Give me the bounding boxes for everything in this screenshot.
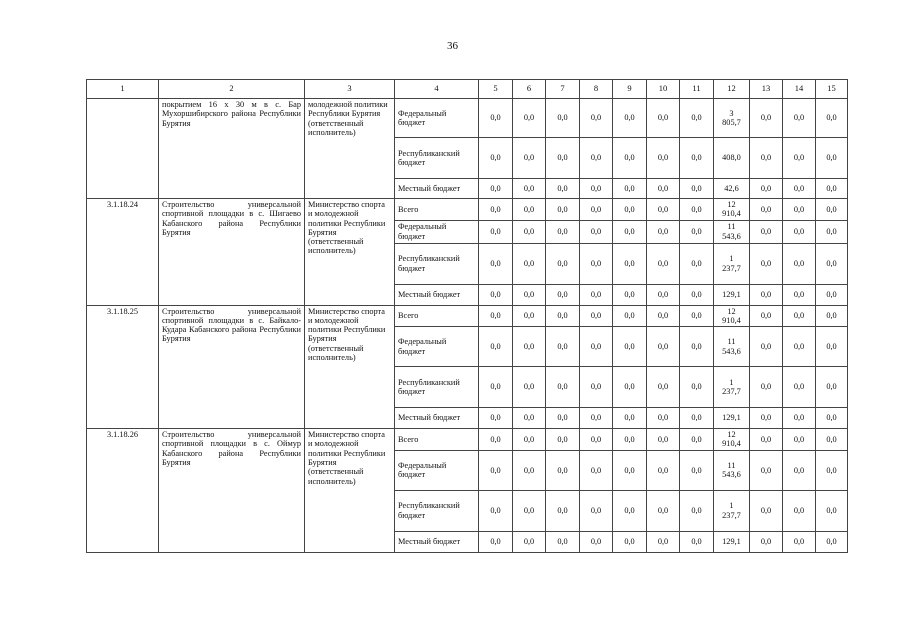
- value-cell: 0,0: [680, 284, 714, 305]
- value-cell: 0,0: [783, 490, 816, 531]
- value-cell: 0,0: [783, 179, 816, 199]
- value-cell: 0,0: [580, 243, 613, 284]
- value-cell: 0,0: [750, 408, 783, 429]
- value-cell: 408,0: [714, 138, 750, 179]
- value-cell: 0,0: [647, 199, 680, 221]
- value-cell: 0,0: [680, 450, 714, 490]
- value-cell: 0,0: [580, 327, 613, 367]
- value-cell: 0,0: [479, 284, 513, 305]
- value-cell: 0,0: [546, 429, 580, 451]
- column-header: 13: [750, 80, 783, 99]
- value-cell: 0,0: [816, 367, 848, 408]
- value-cell: 0,0: [479, 179, 513, 199]
- value-cell: 0,0: [680, 531, 714, 552]
- value-cell: 0,0: [750, 138, 783, 179]
- value-cell: 0,0: [816, 99, 848, 138]
- value-cell: 0,0: [647, 179, 680, 199]
- value-cell: 0,0: [479, 220, 513, 243]
- value-cell: 0,0: [816, 429, 848, 451]
- measure-name: покрытием 16 х 30 м в с. Бар Мухоршибирского района Республики Бурятия: [159, 99, 305, 199]
- value-cell: 0,0: [783, 367, 816, 408]
- value-cell: 12 910,4: [714, 199, 750, 221]
- value-cell: 0,0: [680, 429, 714, 451]
- value-cell: 0,0: [680, 199, 714, 221]
- value-cell: 0,0: [513, 408, 546, 429]
- value-cell: 0,0: [680, 305, 714, 327]
- value-cell: 0,0: [580, 305, 613, 327]
- value-cell: 0,0: [750, 243, 783, 284]
- page-number: 36: [447, 40, 458, 52]
- value-cell: 0,0: [816, 408, 848, 429]
- table-row: [87, 305, 848, 327]
- value-cell: 0,0: [647, 220, 680, 243]
- value-cell: 0,0: [647, 243, 680, 284]
- value-cell: 0,0: [680, 138, 714, 179]
- value-cell: 0,0: [647, 450, 680, 490]
- funding-source: Федеральный бюджет: [395, 450, 479, 490]
- value-cell: 0,0: [613, 367, 647, 408]
- value-cell: 0,0: [513, 429, 546, 451]
- funding-source: Республиканский бюджет: [395, 243, 479, 284]
- value-cell: 0,0: [783, 220, 816, 243]
- table-row: [87, 429, 848, 451]
- measure-executor: Министерство спорта и молодежной политики Республики Бурятия (ответственный исполнитель): [305, 199, 395, 306]
- value-cell: 0,0: [750, 327, 783, 367]
- measure-code: 3.1.18.24: [87, 199, 159, 306]
- column-header: 5: [479, 80, 513, 99]
- value-cell: 0,0: [580, 284, 613, 305]
- value-cell: 0,0: [816, 138, 848, 179]
- measure-name: Строительство универсальной спортивной площадки в с. Байкало-Кудара Кабанского района Республики Бурятия: [159, 305, 305, 429]
- value-cell: 11 543,6: [714, 327, 750, 367]
- value-cell: 0,0: [680, 327, 714, 367]
- value-cell: 0,0: [816, 531, 848, 552]
- value-cell: 0,0: [783, 199, 816, 221]
- value-cell: 0,0: [580, 450, 613, 490]
- value-cell: 0,0: [546, 138, 580, 179]
- value-cell: 0,0: [580, 199, 613, 221]
- value-cell: 3 805,7: [714, 99, 750, 138]
- value-cell: 0,0: [613, 220, 647, 243]
- value-cell: 0,0: [513, 179, 546, 199]
- funding-source: Федеральный бюджет: [395, 220, 479, 243]
- value-cell: 0,0: [546, 408, 580, 429]
- value-cell: 0,0: [647, 99, 680, 138]
- value-cell: 0,0: [546, 367, 580, 408]
- value-cell: 0,0: [750, 179, 783, 199]
- value-cell: 0,0: [513, 327, 546, 367]
- value-cell: 0,0: [680, 490, 714, 531]
- value-cell: 0,0: [479, 199, 513, 221]
- table-row: [87, 99, 848, 138]
- value-cell: 0,0: [546, 199, 580, 221]
- value-cell: 0,0: [783, 284, 816, 305]
- value-cell: 0,0: [479, 138, 513, 179]
- value-cell: 0,0: [479, 327, 513, 367]
- value-cell: 0,0: [647, 429, 680, 451]
- funding-source: Федеральный бюджет: [395, 99, 479, 138]
- value-cell: 0,0: [783, 450, 816, 490]
- value-cell: 0,0: [783, 327, 816, 367]
- value-cell: 0,0: [580, 429, 613, 451]
- value-cell: 0,0: [647, 490, 680, 531]
- value-cell: 0,0: [613, 450, 647, 490]
- value-cell: 0,0: [546, 531, 580, 552]
- measure-name: Строительство универсальной спортивной площадки в с. Оймур Кабанского района Республики Бурятия: [159, 429, 305, 553]
- value-cell: 0,0: [783, 408, 816, 429]
- value-cell: 0,0: [783, 305, 816, 327]
- budget-table-body: [87, 80, 848, 553]
- column-header: 1: [87, 80, 159, 99]
- column-header: 4: [395, 80, 479, 99]
- value-cell: 0,0: [479, 99, 513, 138]
- column-header: 2: [159, 80, 305, 99]
- value-cell: 0,0: [613, 531, 647, 552]
- value-cell: 0,0: [750, 450, 783, 490]
- value-cell: 0,0: [647, 408, 680, 429]
- value-cell: 0,0: [783, 243, 816, 284]
- funding-source: Местный бюджет: [395, 408, 479, 429]
- column-header: 11: [680, 80, 714, 99]
- value-cell: 0,0: [680, 99, 714, 138]
- value-cell: 0,0: [647, 327, 680, 367]
- column-header: 9: [613, 80, 647, 99]
- funding-source: Республиканский бюджет: [395, 367, 479, 408]
- column-header: 14: [783, 80, 816, 99]
- value-cell: 0,0: [546, 220, 580, 243]
- column-header: 3: [305, 80, 395, 99]
- value-cell: 0,0: [613, 490, 647, 531]
- value-cell: 0,0: [816, 199, 848, 221]
- value-cell: 0,0: [513, 284, 546, 305]
- measure-executor: молодежной политики Республики Бурятия (ответственный исполнитель): [305, 99, 395, 199]
- value-cell: 1 237,7: [714, 367, 750, 408]
- value-cell: 0,0: [750, 490, 783, 531]
- funding-source: Местный бюджет: [395, 531, 479, 552]
- funding-source: Федеральный бюджет: [395, 327, 479, 367]
- funding-source: Республиканский бюджет: [395, 490, 479, 531]
- value-cell: 0,0: [580, 531, 613, 552]
- measure-executor: Министерство спорта и молодежной политики Республики Бурятия (ответственный исполнитель): [305, 305, 395, 429]
- value-cell: 0,0: [479, 429, 513, 451]
- value-cell: 0,0: [613, 429, 647, 451]
- value-cell: 0,0: [750, 220, 783, 243]
- funding-source: Всего: [395, 429, 479, 451]
- value-cell: 0,0: [613, 284, 647, 305]
- value-cell: 0,0: [680, 179, 714, 199]
- value-cell: 0,0: [513, 450, 546, 490]
- measure-code: 3.1.18.26: [87, 429, 159, 553]
- value-cell: 0,0: [647, 284, 680, 305]
- value-cell: 0,0: [580, 179, 613, 199]
- value-cell: 0,0: [546, 284, 580, 305]
- value-cell: 0,0: [546, 450, 580, 490]
- value-cell: 0,0: [479, 531, 513, 552]
- column-header: 6: [513, 80, 546, 99]
- value-cell: 0,0: [816, 179, 848, 199]
- value-cell: 0,0: [750, 429, 783, 451]
- value-cell: 0,0: [513, 99, 546, 138]
- value-cell: 0,0: [750, 305, 783, 327]
- value-cell: 0,0: [479, 408, 513, 429]
- value-cell: 42,6: [714, 179, 750, 199]
- value-cell: 0,0: [647, 367, 680, 408]
- value-cell: 1 237,7: [714, 490, 750, 531]
- value-cell: 0,0: [613, 327, 647, 367]
- value-cell: 0,0: [546, 179, 580, 199]
- funding-source: Республиканский бюджет: [395, 138, 479, 179]
- value-cell: 0,0: [613, 138, 647, 179]
- funding-source: Местный бюджет: [395, 284, 479, 305]
- value-cell: 0,0: [613, 305, 647, 327]
- value-cell: 0,0: [513, 305, 546, 327]
- value-cell: 0,0: [613, 99, 647, 138]
- value-cell: 129,1: [714, 284, 750, 305]
- value-cell: 0,0: [479, 243, 513, 284]
- column-header: 15: [816, 80, 848, 99]
- value-cell: 0,0: [580, 367, 613, 408]
- value-cell: 11 543,6: [714, 220, 750, 243]
- value-cell: 0,0: [513, 243, 546, 284]
- value-cell: 0,0: [816, 284, 848, 305]
- value-cell: 0,0: [613, 199, 647, 221]
- value-cell: 0,0: [750, 99, 783, 138]
- value-cell: 0,0: [546, 99, 580, 138]
- value-cell: 0,0: [680, 243, 714, 284]
- value-cell: 0,0: [513, 220, 546, 243]
- value-cell: 0,0: [816, 220, 848, 243]
- value-cell: 0,0: [647, 531, 680, 552]
- value-cell: 0,0: [613, 408, 647, 429]
- value-cell: 129,1: [714, 408, 750, 429]
- value-cell: 1 237,7: [714, 243, 750, 284]
- value-cell: 0,0: [750, 284, 783, 305]
- value-cell: 0,0: [479, 305, 513, 327]
- value-cell: 0,0: [680, 220, 714, 243]
- value-cell: 0,0: [479, 367, 513, 408]
- value-cell: 0,0: [816, 305, 848, 327]
- value-cell: 0,0: [479, 490, 513, 531]
- value-cell: 0,0: [783, 99, 816, 138]
- value-cell: 11 543,6: [714, 450, 750, 490]
- value-cell: 0,0: [546, 243, 580, 284]
- value-cell: 0,0: [513, 199, 546, 221]
- value-cell: 0,0: [513, 531, 546, 552]
- value-cell: 0,0: [513, 367, 546, 408]
- measure-code: [87, 99, 159, 199]
- value-cell: 0,0: [816, 327, 848, 367]
- value-cell: 0,0: [546, 490, 580, 531]
- column-header: 10: [647, 80, 680, 99]
- value-cell: 0,0: [513, 490, 546, 531]
- value-cell: 0,0: [580, 490, 613, 531]
- value-cell: 0,0: [816, 243, 848, 284]
- value-cell: 129,1: [714, 531, 750, 552]
- value-cell: 0,0: [613, 243, 647, 284]
- measure-code: 3.1.18.25: [87, 305, 159, 429]
- value-cell: 0,0: [580, 138, 613, 179]
- value-cell: 0,0: [613, 179, 647, 199]
- column-header: 8: [580, 80, 613, 99]
- value-cell: 12 910,4: [714, 429, 750, 451]
- value-cell: 0,0: [546, 305, 580, 327]
- value-cell: 0,0: [680, 408, 714, 429]
- column-header: 12: [714, 80, 750, 99]
- value-cell: 0,0: [783, 138, 816, 179]
- value-cell: 0,0: [750, 531, 783, 552]
- value-cell: 0,0: [479, 450, 513, 490]
- value-cell: 0,0: [546, 327, 580, 367]
- funding-source: Всего: [395, 305, 479, 327]
- value-cell: 0,0: [816, 450, 848, 490]
- measure-executor: Министерство спорта и молодежной политики Республики Бурятия (ответственный исполнитель): [305, 429, 395, 553]
- value-cell: 0,0: [816, 490, 848, 531]
- value-cell: 0,0: [647, 305, 680, 327]
- value-cell: 0,0: [750, 367, 783, 408]
- funding-source: Всего: [395, 199, 479, 221]
- value-cell: 0,0: [580, 220, 613, 243]
- table-row: [87, 199, 848, 221]
- budget-table: [86, 79, 848, 553]
- value-cell: 0,0: [783, 429, 816, 451]
- value-cell: 0,0: [680, 367, 714, 408]
- table-header-row: [87, 80, 848, 99]
- column-header: 7: [546, 80, 580, 99]
- value-cell: 0,0: [580, 408, 613, 429]
- value-cell: 0,0: [513, 138, 546, 179]
- value-cell: 0,0: [750, 199, 783, 221]
- value-cell: 0,0: [783, 531, 816, 552]
- value-cell: 0,0: [580, 99, 613, 138]
- value-cell: 0,0: [647, 138, 680, 179]
- value-cell: 12 910,4: [714, 305, 750, 327]
- measure-name: Строительство универсальной спортивной площадки в с. Шигаево Кабанского района Республики Бурятия: [159, 199, 305, 306]
- funding-source: Местный бюджет: [395, 179, 479, 199]
